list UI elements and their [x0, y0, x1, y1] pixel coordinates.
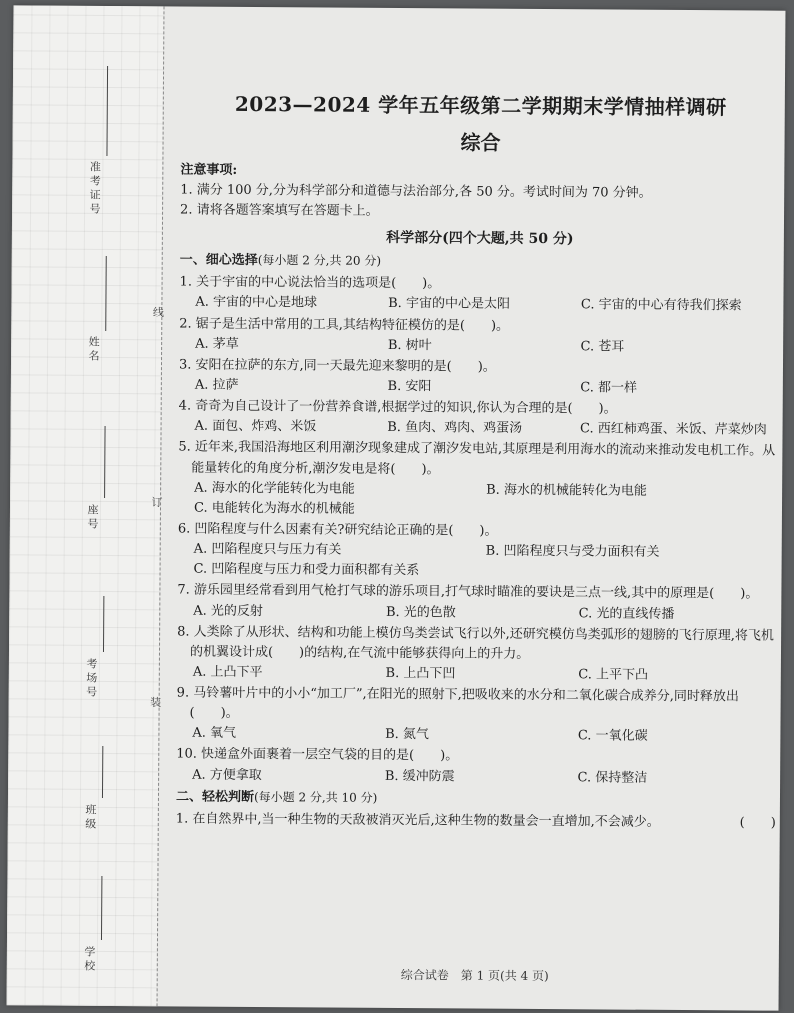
- fill-line[interactable]: [106, 66, 108, 156]
- label-room: 考场号: [84, 657, 98, 700]
- question-stem: 6. 凹陷程度与什么因素有关?研究结论正确的是( )。: [177, 521, 498, 539]
- question-stem: 1. 关于宇宙的中心说法恰当的选项是( )。: [179, 274, 441, 292]
- question-stem: 4. 奇奇为自己设计了一份营养食谱,根据学过的知识,你认为合理的是( )。: [178, 398, 617, 417]
- option-a[interactable]: A. 凹陷程度只与压力有关: [193, 541, 342, 558]
- cut-mark-bind: 装: [148, 696, 162, 708]
- label-name: 姓名: [86, 335, 101, 364]
- option-b[interactable]: B. 海水的机械能转化为电能: [486, 482, 648, 499]
- fill-line[interactable]: [103, 596, 104, 652]
- option-b[interactable]: B. 上凸下凹: [385, 665, 456, 682]
- question: [178, 438, 779, 523]
- option-c[interactable]: C. 凹陷程度与压力和受力面积都有关系: [193, 561, 420, 579]
- question-stem: 9. 马铃薯叶片中的小小“加工厂”,在阳光的照射下,把吸收来的水分和二氧化碳合成养分,同时释放出( )。: [176, 685, 739, 722]
- option-a[interactable]: A. 宇宙的中心是地球: [195, 294, 318, 311]
- binding-margin: [7, 5, 165, 1006]
- option-c[interactable]: C. 光的直线传播: [578, 605, 675, 622]
- label-exam-number: 准考证号: [88, 160, 102, 217]
- section-1-title: [180, 251, 780, 275]
- binding-field-room: [70, 596, 111, 746]
- options: [177, 560, 777, 584]
- question: [176, 745, 776, 789]
- page-footer: 综合试卷 第 1 页(共 4 页): [400, 968, 549, 984]
- question: [177, 581, 777, 625]
- fill-line[interactable]: [105, 256, 107, 331]
- options: [179, 375, 779, 399]
- section-1-title-text: 一、细心选择: [179, 252, 258, 269]
- options: [177, 601, 777, 625]
- judgement-blank[interactable]: ( ): [739, 815, 776, 831]
- option-a[interactable]: A. 光的反射: [193, 603, 263, 619]
- question-stem: 7. 游乐园里经常看到用气枪打气球的游乐项目,打气球时瞄准的要诀是三点一线,其中的原理是( )。: [177, 582, 759, 602]
- label-class: 班级: [83, 803, 97, 832]
- option-c[interactable]: C. 一氧化碳: [577, 728, 648, 745]
- option-b[interactable]: B. 树叶: [387, 337, 432, 353]
- question-stem: 3. 安阳在拉萨的东方,同一天最先迎来黎明的是( )。: [178, 357, 496, 375]
- binding-field-school: [69, 876, 110, 996]
- fill-line[interactable]: [102, 746, 103, 798]
- judgement-item: [176, 809, 776, 833]
- fill-line[interactable]: [101, 876, 102, 940]
- exam-paper: [7, 5, 786, 1010]
- label-school: 学校: [82, 945, 96, 974]
- option-c[interactable]: C. 苍耳: [580, 338, 625, 355]
- option-b[interactable]: B. 缓冲防震: [384, 768, 455, 785]
- question: [179, 355, 779, 399]
- section-2-title-text: 二、轻松判断: [175, 789, 255, 805]
- binding-field-seat: [72, 426, 113, 576]
- notice: [180, 160, 780, 225]
- question-stem: 2. 锯子是生活中常用的工具,其结构特征模仿的是( )。: [179, 316, 510, 334]
- option-a[interactable]: A. 上凸下平: [192, 664, 263, 680]
- option-c[interactable]: C. 宇宙的中心有待我们探索: [580, 297, 742, 314]
- options: [179, 334, 779, 358]
- option-c[interactable]: C. 都一样: [580, 380, 638, 396]
- option-a[interactable]: A. 面包、炸鸡、米饭: [194, 418, 317, 435]
- options: [176, 765, 776, 789]
- cut-mark-line: 线: [151, 306, 165, 318]
- option-b[interactable]: B. 鱼肉、鸡肉、鸡蛋汤: [387, 420, 523, 437]
- question: [179, 273, 779, 317]
- exam-content: [176, 88, 781, 833]
- option-c[interactable]: C. 电能转化为海水的机械能: [193, 500, 355, 517]
- options: [179, 293, 779, 317]
- question: [179, 314, 779, 358]
- question-stem: 5. 近年来,我国沿海地区利用潮汐现象建成了潮汐发电站,其原理是利用海水的流动来推动发电机工作。从能量转化的角度分析,潮汐发电是将( )。: [178, 439, 776, 477]
- option-a[interactable]: A. 氧气: [192, 725, 237, 742]
- option-b[interactable]: B. 宇宙的中心是太阳: [388, 296, 511, 313]
- question-stem: 10. 快递盒外面裹着一层空气袋的目的是( )。: [176, 746, 459, 764]
- question: [176, 684, 776, 749]
- binding-field-class: [69, 746, 110, 876]
- judgement-text: 1. 在自然界中,当一种生物的天敌被消灭光后,这种生物的数量会一直增加,不会减少。: [175, 811, 660, 830]
- option-a[interactable]: A. 拉萨: [194, 377, 239, 393]
- fill-line[interactable]: [104, 426, 106, 498]
- notice-item: 1. 满分 100 分,分为科学部分和道德与法治部分,各 50 分。考试时间为 70 分钟。: [180, 182, 652, 201]
- exam-title: 2023—2024 学年五年级第二学期期末学情抽样调研: [234, 91, 727, 120]
- notice-heading: 注意事项:: [180, 162, 238, 178]
- option-b[interactable]: B. 凹陷程度只与受力面积有关: [485, 543, 660, 560]
- option-b[interactable]: B. 氮气: [385, 727, 430, 743]
- section-1-note: (每小题 2 分,共 20 分): [257, 253, 382, 268]
- cut-mark-staple: 订: [149, 496, 164, 508]
- exam-subtitle: 综合: [460, 130, 501, 155]
- options: [177, 662, 777, 686]
- option-a[interactable]: A. 海水的化学能转化为电能: [194, 480, 355, 497]
- options: [178, 498, 778, 522]
- question: [178, 397, 778, 441]
- option-c[interactable]: C. 西红柿鸡蛋、米饭、芹菜炒肉: [579, 421, 767, 438]
- option-a[interactable]: A. 茅草: [195, 336, 239, 352]
- options: [178, 417, 778, 441]
- binding-field-exam-number: [74, 66, 115, 226]
- options: [176, 724, 776, 748]
- question: [177, 622, 777, 687]
- option-c[interactable]: C. 保持整洁: [577, 769, 648, 786]
- question: [177, 519, 777, 584]
- science-heading: 科学部分(四个大题,共 50 分): [386, 230, 574, 248]
- section-2-title: [176, 787, 776, 811]
- question-stem: 8. 人类除了从形状、结构和功能上模仿鸟类尝试飞行以外,还研究模仿鸟类弧形的翅膀的飞行原理,将飞机的机翼设计成( )的结构,在气流中能够获得向上的升力。: [177, 624, 774, 662]
- notice-item: 2. 请将各题答案填写在答题卡上。: [180, 202, 379, 220]
- option-b[interactable]: B. 安阳: [387, 378, 432, 395]
- label-seat: 座号: [85, 503, 100, 532]
- option-a[interactable]: A. 方便拿取: [192, 767, 262, 783]
- binding-field-name: [73, 256, 114, 406]
- option-b[interactable]: B. 光的色散: [385, 604, 456, 620]
- section-2-note: (每小题 2 分,共 10 分): [253, 789, 378, 805]
- option-c[interactable]: C. 上平下凸: [578, 667, 649, 683]
